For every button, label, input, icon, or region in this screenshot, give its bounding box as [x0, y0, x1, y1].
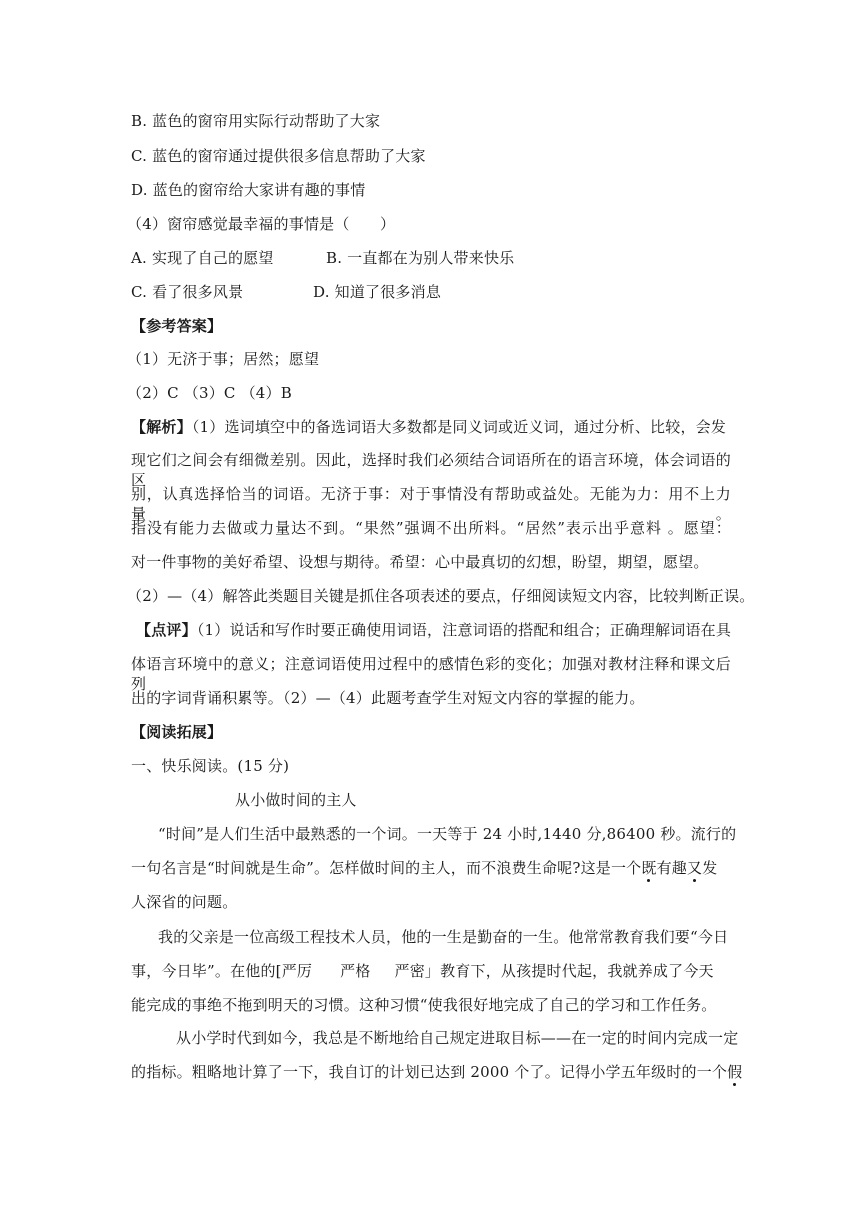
analysis-line-6: （2）—（4）解答此类题目关键是抓住各项表述的要点，仔细阅读短文内容，比较判断正误。 — [127, 587, 755, 605]
extension-heading: 【阅读拓展】 — [131, 723, 223, 741]
section-title: 一、快乐阅读。(15 分) — [131, 757, 290, 775]
passage-p3-line-2 — [131, 1062, 742, 1082]
emphasis-char-ji: 既 — [641, 859, 657, 877]
q4-stem: （4）窗帘感觉最幸福的事情是（ ） — [127, 215, 396, 233]
passage-p3-line-2-text: 的指标。粗略地计算了一下，我自订的计划已达到 2000 个了。记得小学五年级时的一个 — [131, 1063, 728, 1081]
q4-option-a: A. 实现了自己的愿望 — [131, 249, 274, 267]
q4-option-c: C. 看了很多风景 — [131, 283, 244, 301]
passage-p1-line-2-mid: 有趣 — [656, 859, 687, 877]
passage-p1-line-1: “时间”是人们生活中最熟悉的一个词。一天等于 24 小时,1440 分,86400 秒。流行的 — [158, 825, 737, 843]
passage-p2-line-2-b: 严格 — [340, 962, 371, 980]
answer-line-1: （1）无济于事；居然；愿望 — [127, 350, 320, 368]
passage-p2-line-1: 我的父亲是一位高级工程技术人员，他的一生是勤奋的一生。他常常教育我们要“今日 — [158, 928, 729, 946]
passage-title: 从小做时间的主人 — [235, 791, 357, 809]
emphasis-char-you: 又 — [687, 859, 703, 877]
passage-p1-line-2-end: 发 — [702, 859, 718, 877]
passage-p1-line-3: 人深省的问题。 — [131, 893, 238, 911]
comment-text-1: （1）说话和写作时要正确使用词语，注意词语的搭配和组合；正确理解词语在具 — [196, 621, 732, 639]
passage-p1-line-2-text: 一句名言是“时间就是生命”。怎样做时间的主人，而不浪费生命呢?这是一个 — [131, 859, 642, 877]
comment-line-1 — [136, 620, 731, 640]
passage-p3-line-1: 从小学时代到如今，我总是不断地给自己规定进取目标——在一定的时间内完成一定 — [176, 1029, 739, 1047]
q4-option-b: B. 一直都在为别人带来快乐 — [326, 249, 515, 267]
passage-p2-line-2-a: 事，今日毕”。在他的[严厉 — [131, 962, 313, 980]
emphasis-char-jia: 假 — [727, 1063, 743, 1081]
q4-option-d: D. 知道了很多消息 — [313, 283, 442, 301]
passage-p2-line-2 — [131, 961, 714, 981]
analysis-line-5: 对一件事物的美好希望、设想与期待。希望：心中最真切的幻想，盼望，期望，愿望。 — [131, 553, 709, 571]
passage-p1-line-2 — [131, 858, 717, 878]
passage-p2-line-2-c: 严密」教育下，从孩提时代起，我就养成了今天 — [394, 962, 714, 980]
analysis-label: 【解析】 — [131, 418, 192, 436]
q3-option-c: C. 蓝色的窗帘通过提供很多信息帮助了大家 — [131, 147, 426, 165]
q3-option-d: D. 蓝色的窗帘给大家讲有趣的事情 — [131, 181, 366, 199]
q3-option-b: B. 蓝色的窗帘用实际行动帮助了大家 — [131, 112, 381, 130]
analysis-line-1 — [131, 417, 731, 437]
passage-p2-line-3: 能完成的事绝不拖到明天的习惯。这种习惯“使我很好地完成了自己的学习和工作任务。 — [131, 996, 717, 1014]
analysis-text-1: （1）选词填空中的备选词语大多数都是同义词或近义词，通过分析、比较，会发 — [191, 418, 727, 436]
comment-line-2: 体语言环境中的意义；注意词语使用过程中的感情色彩的变化；加强对教材注释和课文后列 — [131, 655, 731, 693]
comment-line-3: 出的字词背诵积累等。（2）—（4）此题考查学生对短文内容的掌握的能力。 — [131, 689, 645, 707]
comment-label: 【点评】 — [136, 621, 197, 639]
answer-line-2: （2）C （3）C （4）B — [127, 384, 292, 402]
analysis-line-2: 现它们之间会有细微差别。因此，选择时我们必须结合词语所在的语言环境，体会词语的区 — [131, 451, 731, 489]
answer-heading: 【参考答案】 — [131, 317, 223, 335]
analysis-line-4: 指没有能力去做或力量达不到。“果然”强调不出所料。“居然”表示出乎意料 。愿望： — [131, 519, 731, 537]
analysis-line-3: 别，认真选择恰当的词语。无济于事：对于事情没有帮助或益处。无能为力：用不上力量。 — [131, 485, 731, 523]
